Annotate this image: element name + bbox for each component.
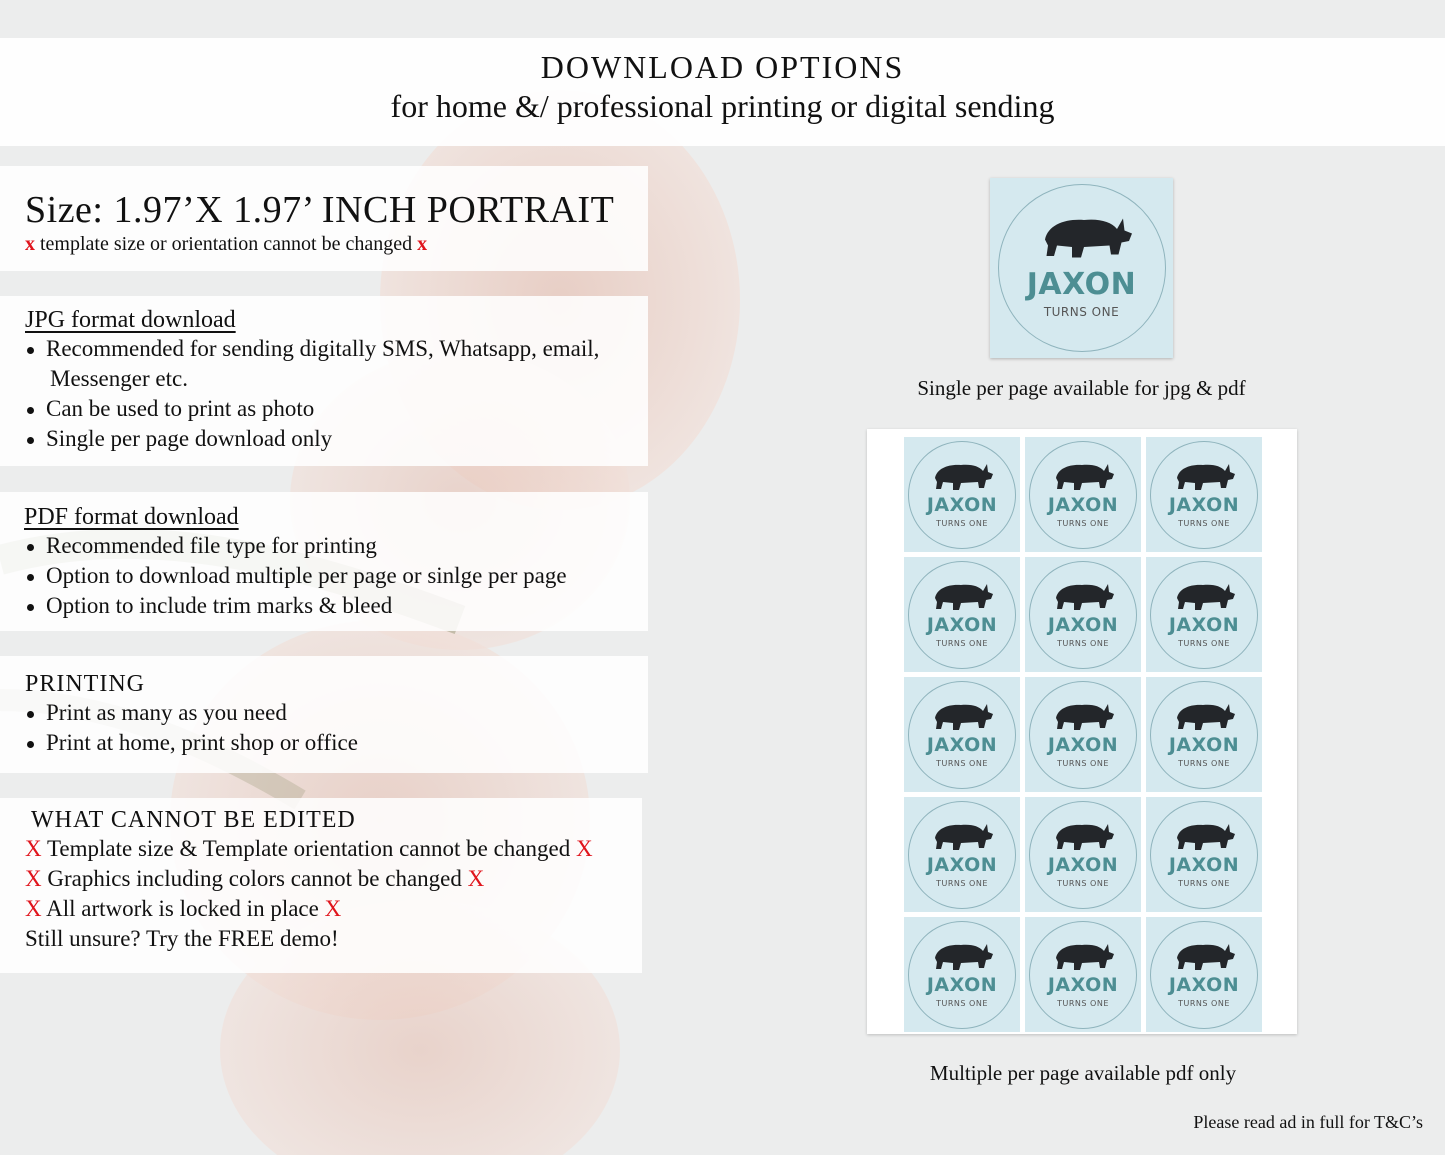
sticker-tile — [1146, 797, 1262, 912]
pdf-panel — [0, 492, 648, 631]
list-item: Print as many as you need — [25, 698, 648, 728]
sticker-grid — [904, 437, 1262, 1032]
restriction-text: Template size & Template orientation cannot be changed — [46, 836, 571, 861]
sticker — [908, 441, 1016, 549]
sticker — [1150, 681, 1258, 789]
restriction-line — [25, 864, 642, 894]
list-item: Print at home, print shop or office — [25, 728, 648, 758]
x-mark: X — [467, 866, 485, 891]
rhino-icon — [1052, 578, 1116, 612]
size-panel — [0, 166, 648, 271]
sticker-name: JAXON — [1026, 267, 1137, 302]
list-item: Recommended file type for printing — [25, 531, 648, 561]
list-item: Option to include trim marks & bleed — [25, 591, 648, 621]
restriction-text: All artwork is locked in place — [46, 896, 319, 921]
single-sticker-preview — [990, 178, 1173, 358]
jpg-heading: JPG format download — [25, 307, 236, 333]
sticker-name: JAXON — [1168, 493, 1240, 516]
sticker-name: JAXON — [1168, 853, 1240, 876]
cannot-edit-heading: WHAT CANNOT BE EDITED — [31, 807, 356, 833]
rhino-icon — [1173, 458, 1237, 492]
restriction-line — [25, 894, 642, 924]
sticker-tile — [904, 557, 1020, 672]
sticker-name: JAXON — [1168, 733, 1240, 756]
sticker-subtitle: TURNS ONE — [1178, 758, 1230, 768]
sticker — [1029, 441, 1137, 549]
sticker-subtitle: TURNS ONE — [936, 758, 988, 768]
sticker-subtitle: TURNS ONE — [1057, 758, 1109, 768]
sticker-name: JAXON — [1047, 493, 1119, 516]
rhino-icon — [1052, 938, 1116, 972]
sticker-name: JAXON — [926, 973, 998, 996]
single-caption: Single per page available for jpg & pdf — [917, 376, 1246, 400]
sticker-name: JAXON — [926, 853, 998, 876]
restriction-line — [25, 834, 642, 864]
sticker-subtitle: TURNS ONE — [1057, 878, 1109, 888]
sticker — [1150, 921, 1258, 1029]
x-mark: X — [575, 836, 593, 861]
size-note-text: template size or orientation cannot be changed — [35, 233, 418, 255]
sticker — [1029, 801, 1137, 909]
sticker-tile — [1025, 797, 1141, 912]
sticker-tile — [1025, 557, 1141, 672]
list-item-continued: Messenger etc. — [50, 366, 188, 391]
rhino-icon — [1173, 938, 1237, 972]
rhino-icon — [1173, 698, 1237, 732]
x-mark: X — [25, 866, 42, 891]
sticker-subtitle: TURNS ONE — [936, 638, 988, 648]
sticker-name: JAXON — [1047, 733, 1119, 756]
sticker-tile — [904, 677, 1020, 792]
sticker-name: JAXON — [926, 493, 998, 516]
rhino-icon — [931, 458, 995, 492]
sticker — [908, 921, 1016, 1029]
jpg-panel — [0, 296, 648, 466]
sticker-subtitle: TURNS ONE — [1057, 518, 1109, 528]
sticker-tile — [1025, 437, 1141, 552]
rhino-icon — [931, 698, 995, 732]
rhino-icon — [931, 818, 995, 852]
list-item: Option to download multiple per page or sinlge per page — [25, 561, 648, 591]
sticker-tile — [1025, 677, 1141, 792]
multi-sticker-sheet — [867, 429, 1297, 1034]
sticker-subtitle: TURNS ONE — [936, 998, 988, 1008]
list-item: Can be used to print as photo — [25, 394, 648, 424]
sticker — [1029, 921, 1137, 1029]
sticker-subtitle: TURNS ONE — [936, 878, 988, 888]
rhino-icon — [1052, 818, 1116, 852]
sticker-subtitle: TURNS ONE — [1057, 998, 1109, 1008]
pdf-heading: PDF format download — [24, 504, 239, 530]
sticker — [1150, 801, 1258, 909]
rhino-icon — [1173, 818, 1237, 852]
multi-caption: Multiple per page available pdf only — [929, 1061, 1237, 1085]
sticker-tile — [1146, 437, 1262, 552]
sticker-name: JAXON — [926, 613, 998, 636]
sticker — [908, 561, 1016, 669]
x-mark: x — [417, 233, 428, 255]
rhino-icon — [1039, 209, 1135, 261]
x-mark: X — [25, 896, 42, 921]
sticker — [908, 681, 1016, 789]
restriction-text: Graphics including colors cannot be changed — [47, 866, 462, 891]
sticker-name: JAXON — [1047, 613, 1119, 636]
sticker — [1029, 561, 1137, 669]
printing-panel — [0, 656, 648, 773]
sticker-subtitle: TURNS ONE — [1043, 305, 1120, 319]
sticker-tile — [1146, 917, 1262, 1032]
sticker-subtitle: TURNS ONE — [1178, 638, 1230, 648]
sticker-tile — [1146, 677, 1262, 792]
sticker-subtitle: TURNS ONE — [1057, 638, 1109, 648]
sticker-tile — [904, 437, 1020, 552]
sticker — [1029, 681, 1137, 789]
rhino-icon — [931, 938, 995, 972]
sticker-name: JAXON — [1168, 973, 1240, 996]
page-title: DOWNLOAD OPTIONS — [540, 49, 905, 85]
sticker-subtitle: TURNS ONE — [1178, 518, 1230, 528]
sticker-name: JAXON — [1047, 973, 1119, 996]
list-item: Recommended for sending digitally SMS, Whatsapp, email, — [25, 334, 648, 364]
rhino-icon — [1052, 698, 1116, 732]
sticker-subtitle: TURNS ONE — [936, 518, 988, 528]
page-subtitle: for home &/ professional printing or digital sending — [390, 88, 1055, 124]
sticker-subtitle: TURNS ONE — [1178, 878, 1230, 888]
sticker-tile — [904, 917, 1020, 1032]
sticker-tile — [1146, 557, 1262, 672]
sticker-tile — [904, 797, 1020, 912]
size-note — [25, 232, 648, 256]
sticker — [908, 801, 1016, 909]
rhino-icon — [1052, 458, 1116, 492]
rhino-icon — [931, 578, 995, 612]
sticker-name: JAXON — [926, 733, 998, 756]
sticker — [998, 184, 1166, 352]
header-banner — [0, 38, 1445, 146]
sticker — [1150, 561, 1258, 669]
list-item: Single per page download only — [25, 424, 648, 454]
cannot-edit-panel — [0, 798, 642, 973]
rhino-icon — [1173, 578, 1237, 612]
x-mark: X — [25, 836, 42, 861]
footer-note: Please read ad in full for T&C’s — [1193, 1112, 1423, 1132]
sticker — [1150, 441, 1258, 549]
sticker-name: JAXON — [1047, 853, 1119, 876]
demo-line: Still unsure? Try the FREE demo! — [25, 926, 339, 951]
sticker-subtitle: TURNS ONE — [1178, 998, 1230, 1008]
x-mark: X — [324, 896, 342, 921]
sticker-tile — [1025, 917, 1141, 1032]
sticker-name: JAXON — [1168, 613, 1240, 636]
printing-heading: PRINTING — [25, 671, 145, 697]
x-mark: x — [25, 233, 35, 255]
size-heading: Size: 1.97’X 1.97’ INCH PORTRAIT — [25, 189, 615, 231]
